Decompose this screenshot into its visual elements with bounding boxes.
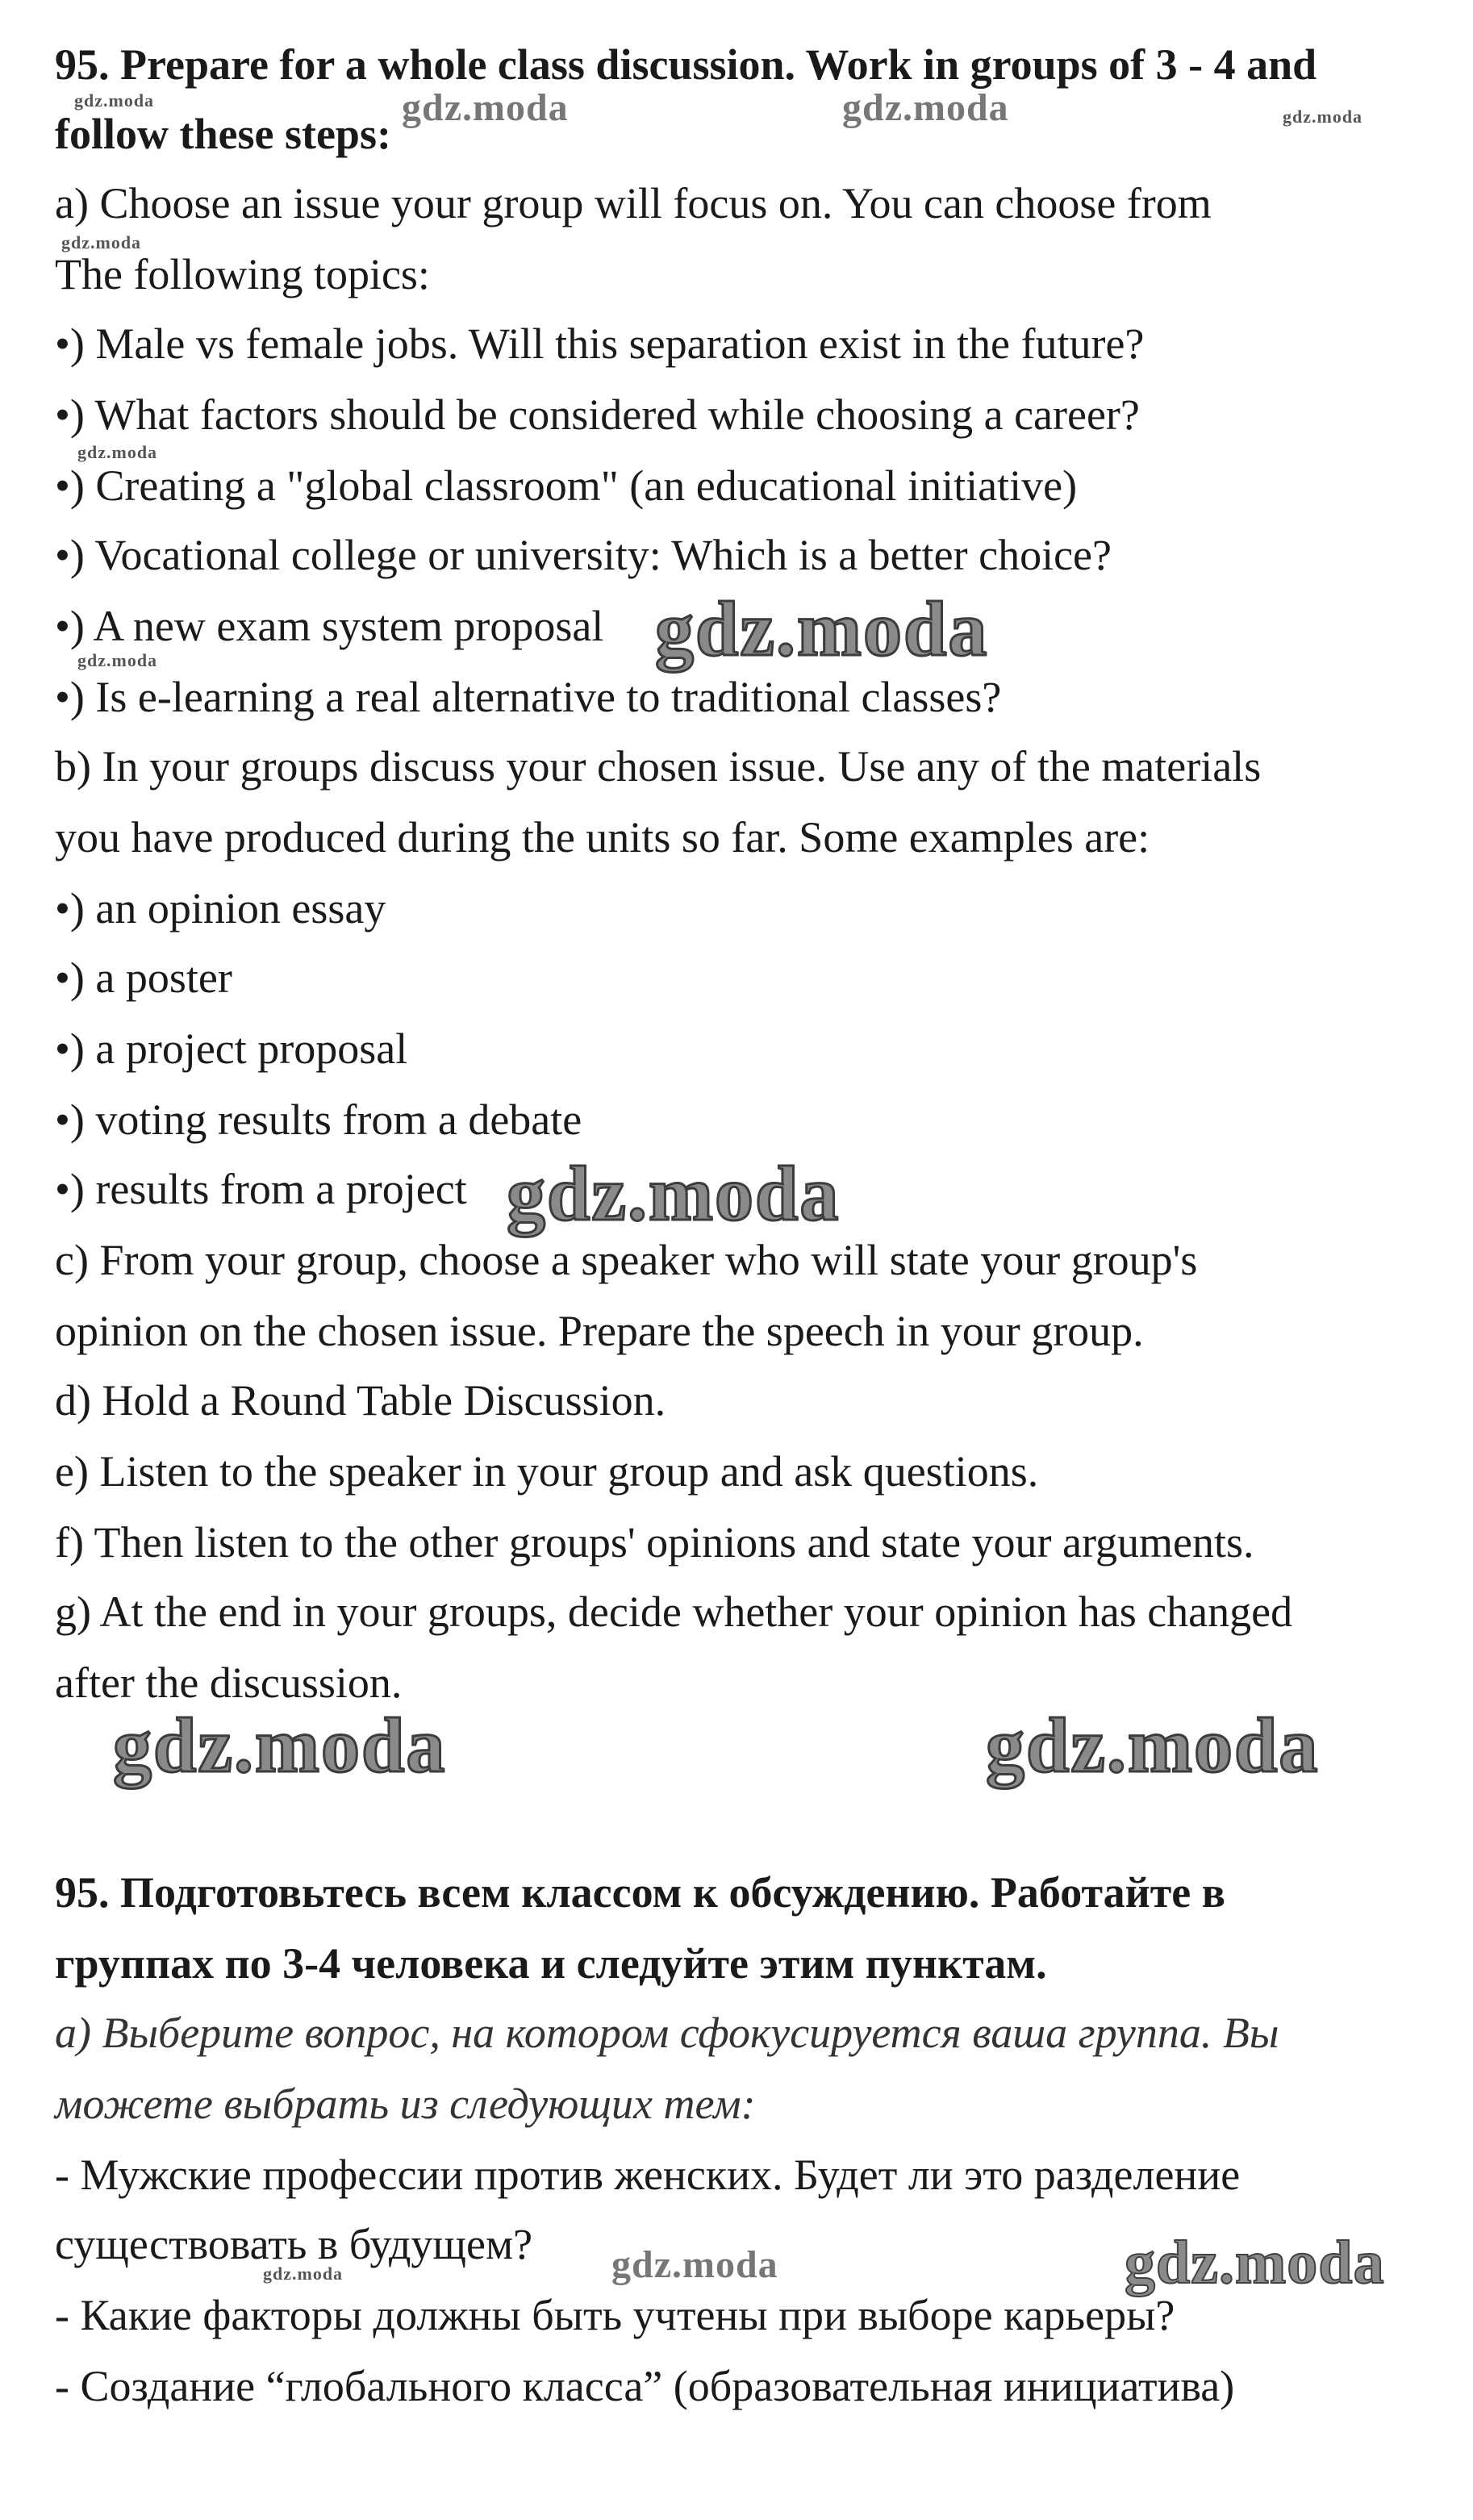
watermark: gdz.moda [842, 86, 1009, 129]
watermark: gdz.moda [655, 586, 989, 672]
watermark: gdz.moda [263, 2263, 344, 2284]
watermark: gdz.moda [507, 1150, 841, 1237]
watermark: gdz.moda [611, 2243, 778, 2286]
topic-item-ru: - Создание “глобального класса” (образовательная инициатива) [55, 2362, 1235, 2410]
topic-item: •) A new exam system proposal [55, 602, 604, 650]
watermark: gdz.moda [77, 442, 158, 462]
exercise-heading-en-cont: follow these steps: [55, 110, 391, 158]
step-b-text-cont: you have produced during the units so far. Some examples are: [55, 813, 1150, 862]
step-g-text-cont: after the discussion. [55, 1658, 403, 1707]
material-item: •) an opinion essay [55, 884, 386, 932]
material-item: •) a poster [55, 953, 232, 1002]
topic-item: •) Creating a "global classroom" (an educational initiative) [55, 461, 1078, 510]
step-b-text: b) In your groups discuss your chosen issue. Use any of the materials [55, 742, 1262, 791]
step-c-text: c) From your group, choose a speaker who will state your group's [55, 1236, 1198, 1284]
material-item: •) a project proposal [55, 1024, 408, 1073]
watermark: gdz.moda [61, 232, 142, 252]
watermark: gdz.moda [1125, 2229, 1385, 2297]
watermark: gdz.moda [77, 650, 158, 670]
step-f-text: f) Then listen to the other groups' opinions and state your arguments. [55, 1518, 1254, 1567]
step-a-text-ru-cont: можете выбрать из следующих тем: [55, 2080, 756, 2128]
step-a-text-ru: а) Выберите вопрос, на котором сфокусируется ваша группа. Вы [55, 2009, 1279, 2057]
material-item: •) results from a project [55, 1165, 467, 1213]
material-item: •) voting results from a debate [55, 1095, 582, 1144]
watermark: gdz.moda [113, 1702, 447, 1788]
step-g-text: g) At the end in your groups, decide whether your opinion has changed [55, 1588, 1293, 1636]
step-e-text: e) Listen to the speaker in your group and ask questions. [55, 1447, 1039, 1496]
watermark: gdz.moda [986, 1702, 1320, 1788]
watermark: gdz.moda [402, 86, 569, 129]
watermark: gdz.moda [74, 90, 155, 111]
topic-item-ru: - Мужские профессии против женских. Будет ли это разделение [55, 2151, 1241, 2199]
step-a-text-cont: The following topics: [55, 250, 430, 298]
watermark: gdz.moda [1283, 106, 1363, 127]
step-a-text: a) Choose an issue your group will focus on. You can choose from [55, 179, 1212, 227]
exercise-heading-ru-cont: группах по 3-4 человека и следуйте этим пунктам. [55, 1939, 1047, 1988]
step-c-text-cont: opinion on the chosen issue. Prepare the speech in your group. [55, 1307, 1144, 1355]
topic-item: •) Male vs female jobs. Will this separation exist in the future? [55, 319, 1145, 368]
step-d-text: d) Hold a Round Table Discussion. [55, 1376, 666, 1425]
topic-item: •) Vocational college or university: Which is a better choice? [55, 531, 1112, 579]
exercise-heading-ru: 95. Подготовьтесь всем классом к обсуждению. Работайте в [55, 1868, 1225, 1917]
topic-item-ru-cont: существовать в будущем? [55, 2220, 533, 2268]
topic-item: •) What factors should be considered while choosing a career? [55, 390, 1140, 439]
topic-item-ru: - Какие факторы должны быть учтены при выборе карьеры? [55, 2291, 1175, 2339]
exercise-heading-en: 95. Prepare for a whole class discussion. Work in groups of 3 - 4 and [55, 40, 1317, 89]
topic-item: •) Is e-learning a real alternative to traditional classes? [55, 673, 1002, 721]
